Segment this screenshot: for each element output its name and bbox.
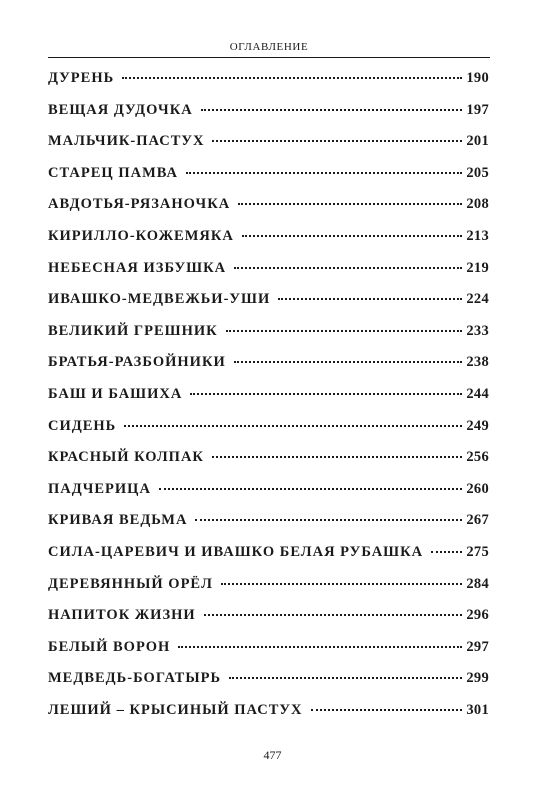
- toc-entry-page: 201: [466, 133, 489, 150]
- toc-entry-title: НЕБЕСНАЯ ИЗБУШКА: [48, 259, 227, 276]
- toc-entry-title: СИЛА-ЦАРЕВИЧ И ИВАШКО БЕЛАЯ РУБАШКА: [48, 543, 424, 560]
- toc-entry: [48, 323, 489, 355]
- toc-entry: [48, 133, 489, 165]
- dot-leader: [212, 140, 462, 142]
- toc-entry: [48, 702, 489, 734]
- toc-entry-title: СИДЕНЬ: [48, 417, 117, 434]
- toc-entry: [48, 449, 489, 481]
- dot-leader: [242, 235, 462, 237]
- dot-leader: [226, 330, 463, 332]
- dot-leader: [278, 298, 462, 300]
- toc-entry-title: ВЕЛИКИЙ ГРЕШНИК: [48, 322, 218, 339]
- toc-entry-title: БРАТЬЯ-РАЗБОЙНИКИ: [48, 354, 226, 371]
- toc-entry: [48, 576, 489, 608]
- toc-entry-title: ВЕЩАЯ ДУДОЧКА: [48, 101, 193, 118]
- dot-leader: [234, 361, 463, 363]
- toc-entry-page: 233: [466, 322, 489, 339]
- table-of-contents: [48, 70, 489, 733]
- dot-leader: [186, 172, 462, 174]
- toc-entry-page: 275: [466, 543, 489, 560]
- toc-entry-page: 299: [466, 670, 489, 687]
- toc-entry-page: 205: [466, 164, 489, 181]
- toc-entry-title: ПАДЧЕРИЦА: [48, 480, 151, 497]
- toc-entry: [48, 102, 489, 134]
- toc-entry: [48, 228, 489, 260]
- toc-entry-page: 297: [466, 638, 489, 655]
- toc-entry-title: НАПИТОК ЖИЗНИ: [48, 607, 196, 624]
- dot-leader: [311, 709, 463, 711]
- page-number: 477: [263, 748, 282, 762]
- toc-entry-title: КИРИЛЛО-КОЖЕМЯКА: [48, 227, 234, 244]
- dot-leader: [124, 425, 462, 427]
- toc-entry: [48, 386, 489, 418]
- toc-entry: [48, 544, 489, 576]
- toc-entry-title: МАЛЬЧИК-ПАСТУХ: [48, 133, 205, 150]
- toc-entry-title: КРИВАЯ ВЕДЬМА: [48, 512, 188, 529]
- toc-entry-title: БЕЛЫЙ ВОРОН: [48, 638, 171, 655]
- dot-leader: [221, 583, 462, 585]
- toc-entry-title: ДЕРЕВЯННЫЙ ОРЁЛ: [48, 575, 213, 592]
- toc-entry: [48, 418, 489, 450]
- toc-entry: [48, 196, 489, 228]
- dot-leader: [195, 519, 462, 521]
- toc-entry-title: АВДОТЬЯ-РЯЗАНОЧКА: [48, 196, 231, 213]
- toc-entry-title: СТАРЕЦ ПАМВА: [48, 164, 178, 181]
- toc-entry-page: 256: [466, 449, 489, 466]
- toc-entry-page: 238: [466, 354, 489, 371]
- toc-entry-page: 208: [466, 196, 489, 213]
- running-header: ОГЛАВЛЕНИЕ: [229, 41, 309, 53]
- toc-entry: [48, 639, 489, 671]
- toc-entry: [48, 670, 489, 702]
- dot-leader: [234, 267, 462, 269]
- toc-entry-page: 284: [466, 575, 489, 592]
- dot-leader: [178, 646, 462, 648]
- toc-entry-page: 296: [466, 607, 489, 624]
- dot-leader: [122, 77, 462, 79]
- toc-entry-page: 244: [466, 385, 489, 402]
- toc-entry-page: 260: [466, 480, 489, 497]
- toc-entry-title: БАШ И БАШИХА: [48, 385, 183, 402]
- toc-entry-title: ИВАШКО-МЕДВЕЖЬИ-УШИ: [48, 291, 271, 308]
- toc-entry: [48, 260, 489, 292]
- dot-leader: [238, 203, 462, 205]
- toc-entry: [48, 291, 489, 323]
- toc-entry: [48, 70, 489, 102]
- toc-entry-page: 197: [466, 101, 489, 118]
- toc-entry-page: 219: [466, 259, 489, 276]
- toc-entry-title: КРАСНЫЙ КОЛПАК: [48, 449, 204, 466]
- toc-entry-page: 224: [466, 291, 489, 308]
- dot-leader: [159, 488, 462, 490]
- dot-leader: [431, 551, 462, 553]
- toc-entry-page: 267: [466, 512, 489, 529]
- toc-entry-title: ЛЕШИЙ – КРЫСИНЫЙ ПАСТУХ: [48, 701, 303, 718]
- dot-leader: [190, 393, 462, 395]
- toc-entry: [48, 512, 489, 544]
- toc-entry-title: ДУРЕНЬ: [48, 70, 115, 86]
- toc-entry-page: 213: [466, 227, 489, 244]
- toc-entry: [48, 354, 489, 386]
- header-rule: [48, 57, 490, 58]
- dot-leader: [212, 456, 462, 458]
- dot-leader: [229, 677, 462, 679]
- toc-entry-title: МЕДВЕДЬ-БОГАТЫРЬ: [48, 670, 222, 687]
- toc-entry: [48, 607, 489, 639]
- toc-entry-page: 190: [466, 70, 489, 86]
- toc-entry: [48, 481, 489, 513]
- toc-entry: [48, 165, 489, 197]
- dot-leader: [204, 614, 463, 616]
- dot-leader: [201, 109, 463, 111]
- toc-entry-page: 301: [466, 701, 489, 718]
- toc-entry-page: 249: [466, 417, 489, 434]
